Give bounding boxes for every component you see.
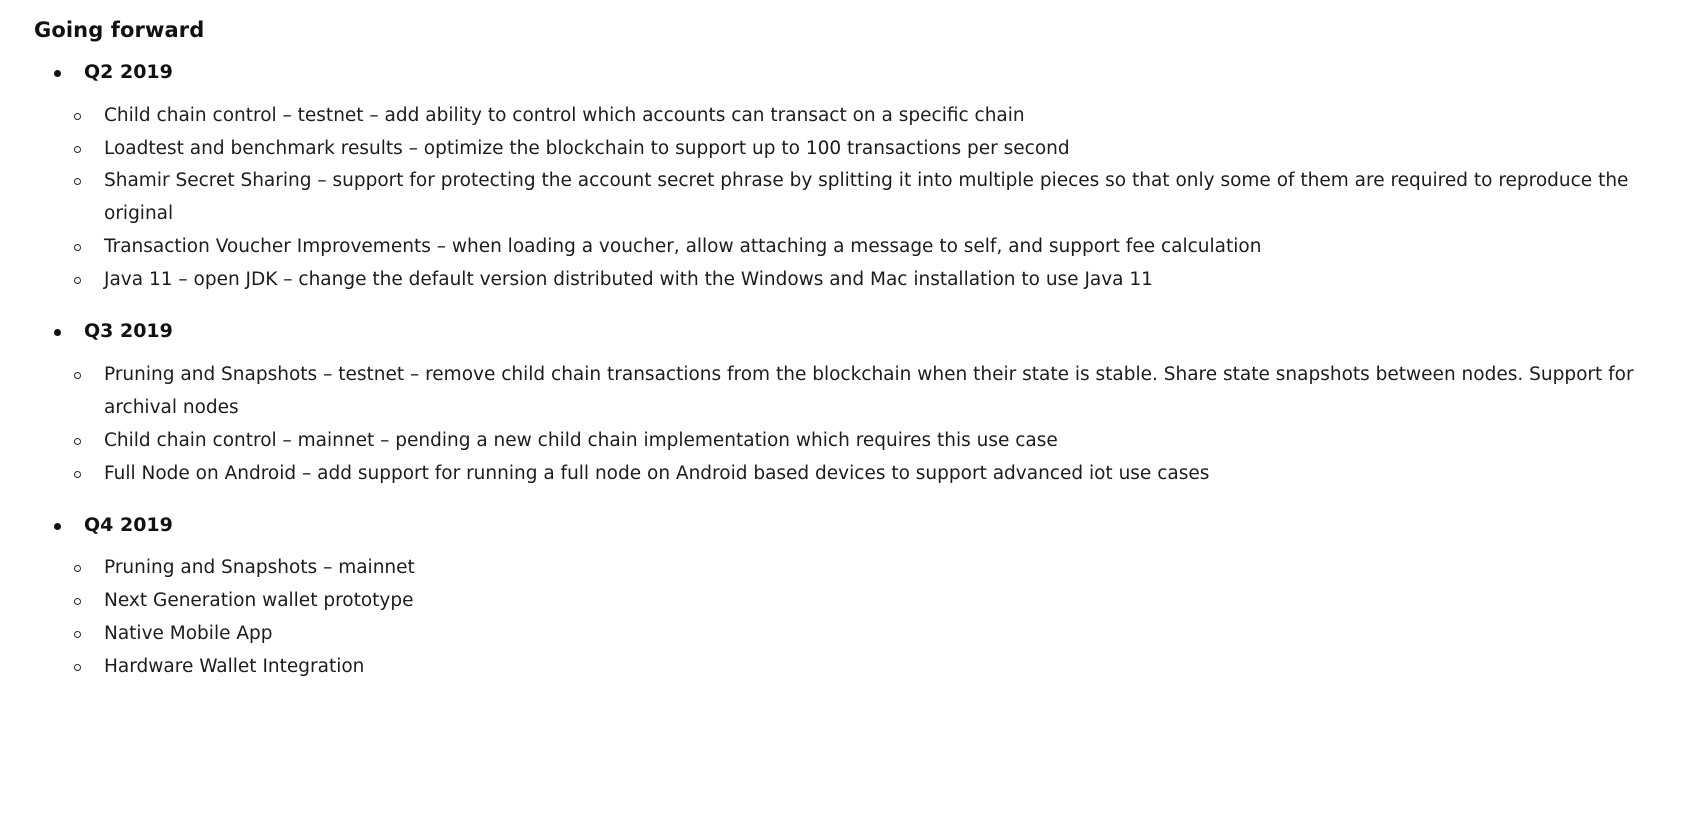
list-item (30, 165, 1663, 231)
section-heading (30, 319, 1663, 345)
roadmap-section (30, 319, 1663, 490)
list-item-text: Native Mobile App (104, 622, 273, 644)
list-item-text: Child chain control – testnet – add ability to control which accounts can transact on a specific chain (104, 104, 1025, 126)
circle-bullet-icon (74, 277, 81, 284)
section-heading-label: Q2 2019 (84, 61, 173, 83)
disc-bullet-icon (54, 70, 61, 77)
circle-bullet-icon (74, 565, 81, 572)
section-heading (30, 513, 1663, 539)
list-item (30, 651, 1663, 684)
list-item-text: Pruning and Snapshots – testnet – remove child chain transactions from the blockchain when their state is stable. Share state snapshots between nodes. Support for archival nodes (104, 363, 1634, 418)
list-item-text: Hardware Wallet Integration (104, 655, 365, 677)
roadmap-section (30, 60, 1663, 297)
disc-bullet-icon (54, 523, 61, 530)
circle-bullet-icon (74, 113, 81, 120)
disc-bullet-icon (54, 329, 61, 336)
circle-bullet-icon (74, 372, 81, 379)
list-item (30, 458, 1663, 491)
page-title: Going forward (34, 18, 205, 42)
section-items (30, 100, 1663, 298)
roadmap-section (30, 513, 1663, 684)
list-item-text: Transaction Voucher Improvements – when loading a voucher, allow attaching a message to self, and support fee calculation (104, 236, 1262, 258)
circle-bullet-icon (74, 598, 81, 605)
section-heading-label: Q3 2019 (84, 320, 173, 343)
list-item (30, 133, 1663, 166)
list-item (30, 264, 1663, 297)
section-items (30, 552, 1663, 684)
list-item-text: Full Node on Android – add support for running a full node on Android based devices to support advanced iot use cases (104, 462, 1210, 484)
section-items (30, 359, 1663, 491)
list-item-text: Next Generation wallet prototype (104, 590, 414, 612)
circle-bullet-icon (74, 631, 81, 638)
circle-bullet-icon (74, 438, 81, 445)
list-item (30, 618, 1663, 651)
circle-bullet-icon (74, 471, 81, 478)
list-item-text: Child chain control – mainnet – pending a new child chain implementation which requires this use case (104, 429, 1058, 451)
circle-bullet-icon (74, 244, 81, 251)
list-item-text: Pruning and Snapshots – mainnet (104, 557, 415, 579)
list-item (30, 585, 1663, 618)
list-item-text: Java 11 – open JDK – change the default version distributed with the Windows and Mac installation to use Java 11 (104, 269, 1153, 291)
section-heading (30, 60, 1663, 86)
list-item (30, 231, 1663, 264)
circle-bullet-icon (74, 664, 81, 671)
list-item (30, 425, 1663, 458)
circle-bullet-icon (74, 178, 81, 185)
roadmap-list (30, 60, 1663, 684)
list-item (30, 100, 1663, 133)
list-item (30, 359, 1663, 425)
list-item-text: Loadtest and benchmark results – optimize the blockchain to support up to 100 transactions per second (104, 137, 1070, 159)
list-item (30, 552, 1663, 585)
section-heading-label: Q4 2019 (84, 513, 173, 536)
list-item-text: Shamir Secret Sharing – support for protecting the account secret phrase by splitting it into multiple pieces so that only some of them are required to reproduce the original (104, 170, 1629, 225)
circle-bullet-icon (74, 146, 81, 153)
